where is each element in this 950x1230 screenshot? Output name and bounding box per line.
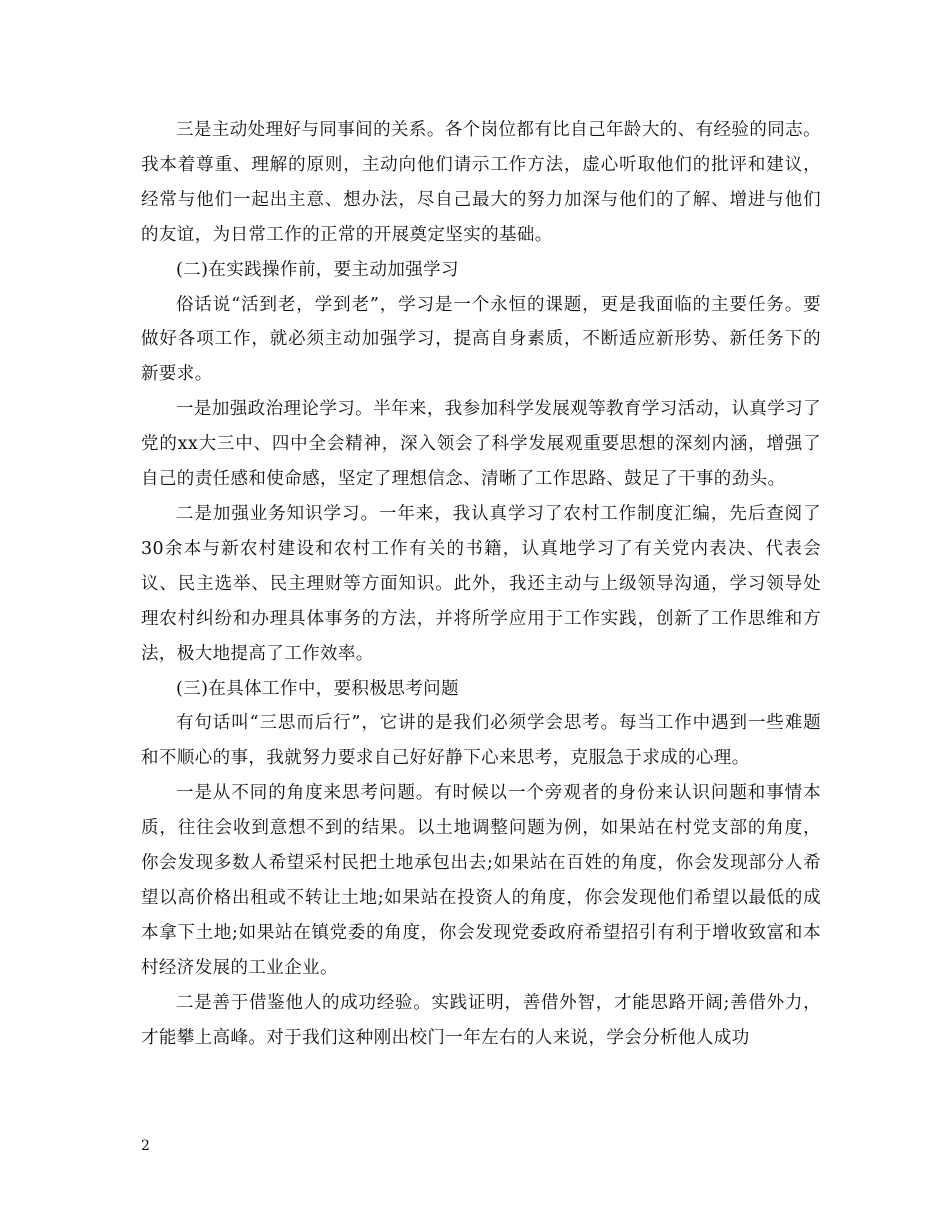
paragraph-lifelong-learning: 俗话说“活到老，学到老”，学习是一个永恒的课题，更是我面临的主要任务。要做好各项工作，就必须主动加强学习，提高自身素质，不断适应新形势、新任务下的新要求。 (141, 294, 821, 385)
paragraph-political-theory: 一是加强政治理论学习。半年来，我参加科学发展观等教育学习活动，认真学习了党的xx大三中、四中全会精神，深入领会了科学发展观重要思想的深刻内涵，增强了自己的责任感和使命感，坚定了理想信念、清晰了工作思路、鼓足了干事的劲头。 (141, 399, 821, 490)
paragraph-different-angles: 一是从不同的角度来思考问题。有时候以一个旁观者的身份来认识问题和事情本质，往往会收到意想不到的结果。以土地调整问题为例，如果站在村党支部的角度，你会发现多数人希望采村民把土地承包出去;如果站在百姓的角度，你会发现部分人希望以高价格出租或不转让土地;如果站在投资人的角度，你会发现他们希望以最低的成本拿下土地;如果站在镇党委的角度，你会发现党委政府希望招引有利于增收致富和本村经济发展的工业企业。 (141, 783, 821, 978)
paragraph-think-before-act: 有句话叫“三思而后行”，它讲的是我们必须学会思考。每当工作中遇到一些难题和不顺心的事，我就努力要求自己好好静下心来思考，克服急于求成的心理。 (141, 713, 821, 769)
paragraph-learn-from-others: 二是善于借鉴他人的成功经验。实践证明，善借外智，才能思路开阔;善借外力，才能攀上高峰。对于我们这种刚出校门一年左右的人来说，学会分析他人成功 (141, 992, 821, 1048)
paragraph-business-knowledge: 二是加强业务知识学习。一年来，我认真学习了农村工作制度汇编，先后查阅了30余本与新农村建设和农村工作有关的书籍，认真地学习了有关党内表决、代表会议、民主选举、民主理财等方面知识。此外，我还主动与上级领导沟通，学习领导处理农村纠纷和办理具体事务的方法，并将所学应用于工作实践，创新了工作思维和方法，极大地提高了工作效率。 (141, 503, 821, 664)
body-text (141, 113, 821, 1055)
section-heading-study: (二)在实践操作前，要主动加强学习 (176, 259, 459, 280)
section-heading-thinking: (三)在具体工作中，要积极思考问题 (176, 678, 459, 699)
paragraph-colleague-relations: 三是主动处理好与同事间的关系。各个岗位都有比自己年龄大的、有经验的同志。我本着尊重、理解的原则，主动向他们请示工作方法，虚心听取他们的批评和建议，经常与他们一起出主意、想办法，尽自己最大的努力加深与他们的了解、增进与他们的友谊，为日常工作的正常的开展奠定坚实的基础。 (141, 120, 821, 245)
page-number: 2 (141, 1138, 150, 1154)
